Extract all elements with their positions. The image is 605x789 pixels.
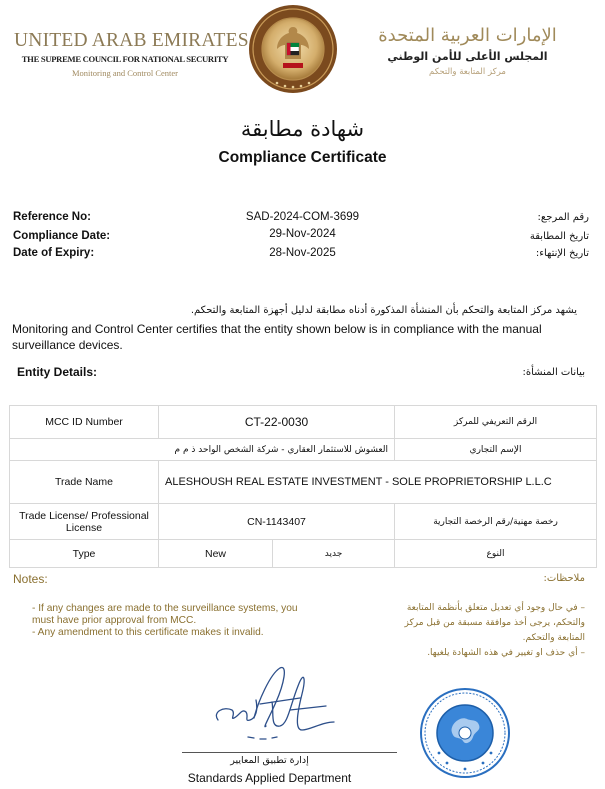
type-value-ar: جديد [273, 540, 395, 568]
compliance-date-label-ar: تاريخ المطابقة [529, 231, 589, 242]
note-item: - Any amendment to this certificate makes it invalid. [32, 627, 264, 638]
department-name-en: Standards Applied Department [187, 771, 352, 785]
mcc-id-label-ar: الرقم التعريفي للمركز [395, 406, 597, 439]
notes-list-ar [380, 601, 585, 661]
reference-no-value: SAD-2024-COM-3699 [245, 211, 360, 223]
mcc-id-value: CT-22-0030 [159, 406, 395, 439]
department-name-ar: إدارة تطبيق المعايير [230, 755, 309, 766]
compliance-date-label: Compliance Date: [13, 230, 111, 242]
entity-details-heading: Entity Details: [17, 365, 98, 379]
certificate-title-en: Compliance Certificate [218, 149, 387, 166]
compliance-date-value: 29-Nov-2024 [269, 228, 336, 240]
signature-icon [210, 662, 370, 762]
table-row-mcc-id [10, 406, 597, 439]
header-center-ar: مركز المتابعة والتحكم [429, 67, 506, 77]
certification-statement-en: Monitoring and Control Center certifies that the entity shown below is in compliance with the manual surveillance devices. [12, 322, 542, 352]
expiry-date-label: Date of Expiry: [13, 247, 95, 259]
header-title-ar: الإمارات العربية المتحدة [378, 25, 557, 46]
reference-no-label: Reference No: [13, 211, 91, 223]
mcc-id-label: MCC ID Number [10, 406, 159, 439]
header-council-ar: المجلس الأعلى للأمن الوطني [387, 50, 548, 63]
trade-name-ar-value: العشوش للاستثمار العقاري - شركة الشخص الواحد ذ م م [10, 439, 395, 461]
official-stamp-icon [419, 687, 511, 779]
type-value: New [159, 540, 273, 568]
table-row-trade-name-ar [10, 439, 597, 461]
type-label-ar: النوع [395, 540, 597, 568]
license-value: CN-1143407 [159, 504, 395, 540]
type-label: Type [10, 540, 159, 568]
trade-name-label: Trade Name [10, 461, 159, 504]
header-council-en: THE SUPREME COUNCIL FOR NATIONAL SECURITY [21, 54, 229, 64]
notes-heading: Notes: [13, 572, 48, 586]
license-label: Trade License/ Professional License [10, 504, 159, 540]
table-row-license [10, 504, 597, 540]
entity-details-table [9, 405, 597, 568]
notes-heading-ar: ملاحظات: [543, 573, 585, 584]
note-item-ar: – في حال وجود أي تعديل متعلق بأنظمة المتابعة والتحكم، يرجى أخذ موافقة مسبقة من قبل مركز المتابعة والتحكم. [404, 603, 585, 643]
trade-name-value: ALESHOUSH REAL ESTATE INVESTMENT - SOLE PROPRIETORSHIP L.L.C [159, 461, 597, 504]
certification-statement-ar: يشهد مركز المتابعة والتحكم بأن المنشأة المذكورة أدناه مطابقة لدليل أجهزة المتابعة والتحكم. [190, 305, 577, 316]
expiry-date-value: 28-Nov-2025 [269, 247, 336, 259]
license-label-ar: رخصة مهنية/رقم الرخصة التجارية [395, 504, 597, 540]
table-row-trade-name-en [10, 461, 597, 504]
note-item: - If any changes are made to the surveillance systems, you must have prior approval from MCC. [32, 603, 298, 626]
trade-name-label-ar: الإسم التجاري [395, 439, 597, 461]
table-row-type [10, 540, 597, 568]
expiry-date-label-ar: تاريخ الإنتهاء: [535, 248, 589, 259]
notes-list-en [32, 603, 302, 639]
entity-details-heading-ar: بيانات المنشأة: [522, 367, 585, 378]
header-center-en: Monitoring and Control Center [71, 68, 178, 78]
reference-no-label-ar: رقم المرجع: [537, 212, 589, 223]
header-title-en: UNITED ARAB EMIRATES [14, 30, 249, 51]
certificate-title-ar: شهادة مطابقة [240, 117, 365, 141]
signature-line [182, 752, 397, 753]
note-item-ar: – أي حذف او تغيير في هذه الشهادة يلغيها. [427, 648, 585, 658]
uae-national-emblem-icon [247, 3, 339, 95]
